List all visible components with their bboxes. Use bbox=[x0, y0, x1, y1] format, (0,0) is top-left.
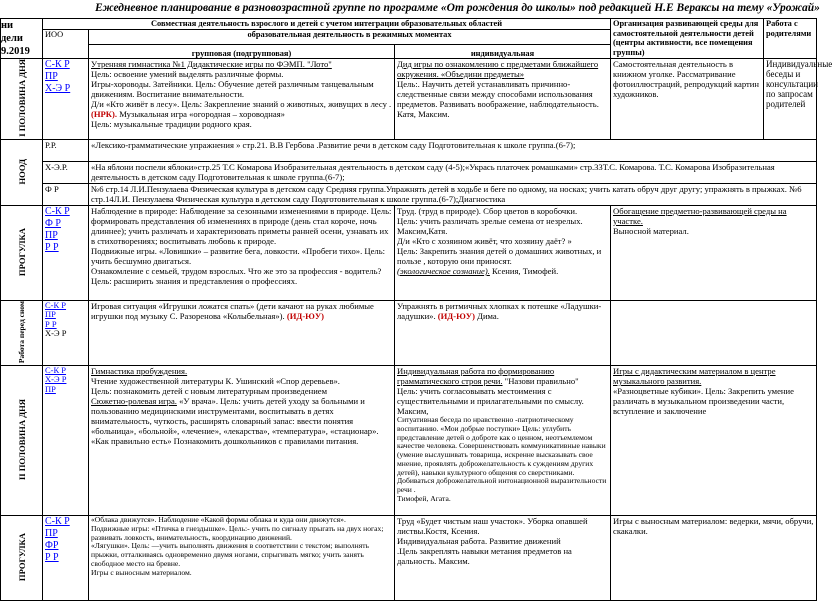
section-first-half: I ПОЛОВИНА ДНЯ bbox=[1, 59, 43, 140]
second-half-individual: Индивидуальная работа по формированию грамматического строя речи. "Назови правильно" Цель: учить согласовывать местоимения с существительными и прилагательными по смыслу. Максим, Ситуативная беседа по нравственно -патриотическому воспитанию. «Мои добрые поступки» Цель: углубить представление детей о доброте как о ценном, неотъемлемом качестве человека. Совершенствовать коммуникативные навыки (умение выслушивать товарища, искренне высказывать свое мнение, проявлять доброжелательность к суждениям других детей), навыки культурного общения со сверстниками. Добиваться доброжелательной интонационной выразительности речи . Тимофей, Агата. bbox=[395, 365, 611, 515]
walk-group: Наблюдение в природе: Наблюдение за сезонными изменениями в природе. Цель: формировать представления об изменениях в природе (день стал короче, ночь длиннее); учить различать и характеризовать приметы ранней осени, узнавать их в стихотворениях; воспитывать любовь к природе. Подвижные игры. «Ловишки» – развитие бега, ловкости. «Пробеги тихо». Цель: учить бесшумно двигаться. Ознакомление с семьей, трудом взрослых. Что же это за профессия - водитель? Цель: расширить знания и представления о профессиях. bbox=[89, 205, 395, 300]
before-sleep-group: Игровая ситуация «Игрушки ложатся спать» (дети качают на руках любимые игрушки под музыку С. Разоренова «Колыбельная»). (ИД-ЮУ) bbox=[89, 300, 395, 365]
ioo-codes: С-К Р Ф Р ПР Р Р bbox=[43, 205, 89, 300]
before-sleep-environment bbox=[611, 300, 817, 365]
environment-header: Организация развивающей среды для самостоятельной деятельности детей (центры активности, все помещения группы) bbox=[611, 19, 764, 59]
second-half-environment: Игры с дидактическим материалом в центре музыкального развития. «Разноцветные кубики». Цель: Закрепить умение различать в музыкальном произведении части, вступление и заключение bbox=[611, 365, 817, 515]
section-walk-2: ПРОГУЛКА bbox=[1, 515, 43, 600]
ioo-codes: С-К Р ПР ФР Р Р bbox=[43, 515, 89, 600]
ioo-codes: С-К Р ПР Х-Э Р bbox=[43, 59, 89, 140]
page-title: Ежедневное планирование в разновозрастной группе по программе «От рождения до школы» под редакцией Н.Е Вераксы на тему «Урожай» bbox=[95, 2, 820, 14]
first-half-individual: Дид игры по ознакомлению с предметами ближайшего окружения. «Объедини предметы» Цель:. Научить детей устанавливать причинно-следственные связи между способами использования предметов. Развивать воображение, наблюдательность. Катя, Максим. bbox=[395, 59, 611, 140]
walk-environment: Обогащение предметно-развивающей среды на участке. Выносной материал. bbox=[611, 205, 817, 300]
section-second-half: II ПОЛОВИНА ДНЯ bbox=[1, 365, 43, 515]
ioo-codes: С-К Р ПР Р Р Х-Э Р bbox=[43, 300, 89, 365]
days-header: ни дели 9.2019 bbox=[1, 19, 43, 59]
walk-individual: Труд. (труд в природе). Сбор цветов в коробочки. Цель: учить различать зрелые семена от незрелых. Максим,Катя. Д/и «Кто с хозяином живёт, что хозяину даёт? » Цель: Закрепить знания детей о домашних животных, и пользе , которую они приносят. (экологическое сознание). Ксения, Тимофей. bbox=[395, 205, 611, 300]
first-half-environment: Самостоятельная деятельность в книжном уголке. Рассматривание фотоиллюстраций, репродукций картин художников. bbox=[611, 59, 764, 140]
individual-header: индивидуальная bbox=[395, 44, 611, 59]
second-half-group: Гимнастика пробуждения. Чтение художественной литературы К. Ушинский «Спор деревьев». Цель: познакомить детей с новым литературным произведением Сюжетно-ролевая игра. «У врача». Цель: учить детей уходу за больными и пользованию медицинскими инструментами, воспитывать в детях внимательность, чуткость, расширять словарный запас: ввести понятия «больница», «больной», «лечение», «лекарства», «температура», «стационар». «Как правильно есть» Познакомить дошкольников с правилами питания. bbox=[89, 365, 395, 515]
walk-2-individual: Труд «Будет чистым наш участок». Уборка опавшей листвы.Костя, Ксения. Индивидуальная работа. Развитие движений .Цель закреплять навыки метания предметов на дальность. Максим. bbox=[395, 515, 611, 600]
nod-code: Ф Р bbox=[43, 183, 89, 205]
parents-header: Работа с родителями bbox=[764, 19, 817, 59]
nod-code: Р.Р. bbox=[43, 139, 89, 161]
edu-regimes-header: образовательная деятельность в режимных моментах bbox=[89, 29, 611, 44]
plan-table bbox=[0, 18, 832, 601]
group-header: групповая (подгрупповая) bbox=[89, 44, 395, 59]
ioo-codes: С-К Р Х-Э Р ПР bbox=[43, 365, 89, 515]
before-sleep-individual: Упражнять в ритмичных хлопках к потешке «Ладушки-ладушки». (ИД-ЮУ) Дима. bbox=[395, 300, 611, 365]
first-half-group: Утренняя гимнастика №1 Дидактические игры по ФЭМП. "Лото" Цель: освоение умений выделять различные формы. Игры-хороводы. Затейники. Цель: Обучение детей различным танцевальным движениям. Воспитание внимательности. Д/и «Кто живёт в лесу». Цель: Закрепление знаний о животных, живущих в лесу .(НРК). Музыкальная игра «огородная – хороводная» Цель: музыкальные традиции родного края. bbox=[89, 59, 395, 140]
nod-code: Х-Э.Р. bbox=[43, 161, 89, 183]
walk-2-group: «Облака движутся». Наблюдение «Какой формы облака и куда они движутся». Подвижные игры: «Птичка в гнездышке». Цель:- учить по сигналу прыгать на двух ногах; развивать ловкость, внимательность, координацию движений. «Лягушки». Цель: —учить выполнять движения в соответствии с текстом; выполнять прыжки, отталкиваясь одновременно двумя ногами, спрыгивать мягко; учить занять свободное место на бревне. Игры с выносным материалом. bbox=[89, 515, 395, 600]
nod-text: «Лексико-грамматические упражнения » стр.21. В.В Гербова .Развитие речи в детском саду Подготовительная к школе группа.(6-7); bbox=[89, 139, 817, 161]
section-nod: НООД bbox=[1, 139, 43, 205]
joint-activity-header: Совместная деятельность взрослого и детей с учетом интеграции образовательных областей bbox=[43, 19, 611, 30]
section-before-sleep: Работа перед сном bbox=[1, 300, 43, 365]
nod-text: №6 стр.14 Л.И.Пензулаева Физическая культура в детском саду Средняя группа.Упражнять детей в ходьбе и беге по одному, на носках; учить катать обруч друг другу; упражнять в прыжках. №6 стр.14Л.И. Пензулаева Физическая культура в детском саду Подготовительная к школе группа.(6-7);Диагностика bbox=[89, 183, 817, 205]
nod-text: «На яблони поспели яблоки»стр.25 Т.С Комарова Изобразительная деятельность в детском саду (4-5);«Укрась платочек ромашками» стр.33Т.С. Комарова. Т.С. Комарова Изобразительная деятельность в детском саду Подготовительная к школе группа.(6-7); bbox=[89, 161, 817, 183]
first-half-parents: Индивидуальные беседы и консультации по запросам родителей bbox=[764, 59, 817, 140]
ioo-header: ИОО bbox=[43, 29, 89, 59]
section-walk: ПРОГУЛКА bbox=[1, 205, 43, 300]
walk-2-environment: Игры с выносным материалом: ведерки, мячи, обручи, скакалки. bbox=[611, 515, 817, 600]
